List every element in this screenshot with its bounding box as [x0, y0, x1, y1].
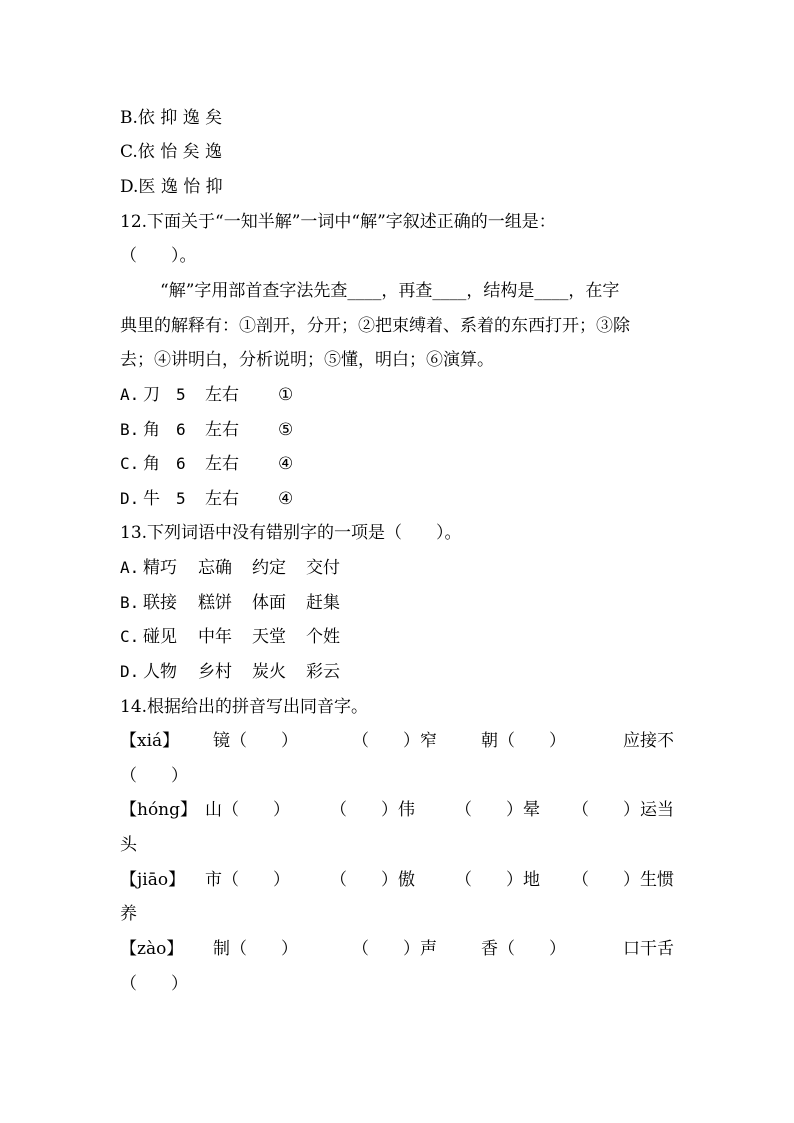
q12-passage-line1: “解”字用部首查字法先查____，再查____，结构是____，在字 [160, 281, 620, 301]
q12-option-structure: 左右 [205, 385, 239, 405]
q12-passage-line3: 去；④讲明白，分析说明；⑤懂，明白；⑥演算。 [120, 350, 494, 370]
q13-option-letter: B. [120, 593, 140, 612]
q12-stem-blank: （ ）。 [120, 246, 197, 266]
prev-option-c: C.依 怡 矣 逸 [120, 142, 223, 162]
prev-option-b: B.依 抑 逸 矣 [120, 108, 223, 128]
q13-word: 个姓 [306, 627, 340, 647]
q12-option-meaning: ① [278, 385, 294, 405]
q14-blank-item: 山（ ） [205, 800, 290, 820]
q12-option-meaning: ④ [278, 489, 294, 509]
prev-option-d: D.医 逸 怡 抑 [120, 177, 223, 197]
q14-pinyin: 【hóng】 [120, 800, 198, 820]
q13-word: 天堂 [252, 627, 286, 647]
q13-word: 精巧 [143, 558, 177, 578]
q14-blank-item: 镜（ ） [213, 731, 298, 751]
q12-option-letter: C. [120, 454, 140, 473]
q12-option-meaning: ④ [278, 454, 294, 474]
q12-option-radical: 牛 [143, 489, 160, 509]
q12-option-structure: 左右 [205, 489, 239, 509]
q14-pinyin: 【jiāo】 [120, 870, 186, 890]
q14-blank-item: （ ）窄 [352, 731, 437, 751]
q12-option-radical: 角 [143, 420, 160, 440]
q14-pinyin: 【zào】 [120, 939, 184, 959]
q14-blank-item-tail: （ ） [120, 766, 188, 786]
q12-option-radical: 角 [143, 454, 160, 474]
q13-word: 人物 [143, 662, 177, 682]
q13-word: 体面 [252, 593, 286, 613]
q14-blank-item: （ ）声 [352, 939, 437, 959]
q13-word: 联接 [143, 593, 177, 613]
q14-blank-item-tail: 养 [120, 904, 137, 924]
q13-stem: 13.下列词语中没有错别字的一项是（ ）。 [120, 523, 462, 543]
q14-stem: 14.根据给出的拼音写出同音字。 [120, 697, 369, 717]
q13-option-letter: D. [120, 662, 140, 681]
q13-word: 忘确 [198, 558, 232, 578]
q13-word: 中年 [198, 627, 232, 647]
q14-blank-item: 朝（ ） [481, 731, 566, 751]
q14-blank-item: （ ）晕 [455, 800, 540, 820]
q14-blank-item-tail: 头 [120, 835, 137, 855]
q13-word: 糕饼 [198, 593, 232, 613]
q14-blank-item: 市（ ） [205, 870, 290, 890]
q14-blank-item: 香（ ） [481, 939, 566, 959]
q14-blank-item: 制（ ） [213, 939, 298, 959]
q14-blank-item: 口干舌 [623, 939, 674, 959]
q12-option-strokes: 6 [176, 454, 186, 473]
q13-word: 炭火 [252, 662, 286, 682]
q14-blank-item: （ ）地 [455, 870, 540, 890]
q13-word: 乡村 [198, 662, 232, 682]
q12-option-strokes: 5 [176, 489, 186, 508]
q12-option-strokes: 5 [176, 385, 186, 404]
q13-word: 赶集 [306, 593, 340, 613]
q13-word: 约定 [252, 558, 286, 578]
q14-blank-item: （ ）生惯 [572, 870, 674, 890]
q14-blank-item-tail: （ ） [120, 974, 188, 994]
q13-option-letter: A. [120, 558, 140, 577]
q12-option-meaning: ⑤ [278, 420, 294, 440]
q14-blank-item: 应接不 [623, 731, 674, 751]
q12-passage-line2: 典里的解释有：①剖开，分开；②把束缚着、系着的东西打开；③除 [120, 316, 630, 336]
q12-option-strokes: 6 [176, 420, 186, 439]
q12-option-letter: D. [120, 489, 140, 508]
q14-blank-item: （ ）傲 [330, 870, 415, 890]
q12-option-letter: B. [120, 420, 140, 439]
q12-option-letter: A. [120, 385, 140, 404]
q12-option-radical: 刀 [143, 385, 160, 405]
q12-option-structure: 左右 [205, 454, 239, 474]
q14-pinyin: 【xiá】 [120, 731, 180, 751]
q13-word: 碰见 [143, 627, 177, 647]
q12-stem: 12.下面关于“一知半解”一词中“解”字叙述正确的一组是： [120, 212, 556, 232]
q14-blank-item: （ ）伟 [330, 800, 415, 820]
q14-blank-item: （ ）运当 [572, 800, 674, 820]
q13-word: 彩云 [306, 662, 340, 682]
q13-word: 交付 [306, 558, 340, 578]
q13-option-letter: C. [120, 627, 140, 646]
q12-option-structure: 左右 [205, 420, 239, 440]
